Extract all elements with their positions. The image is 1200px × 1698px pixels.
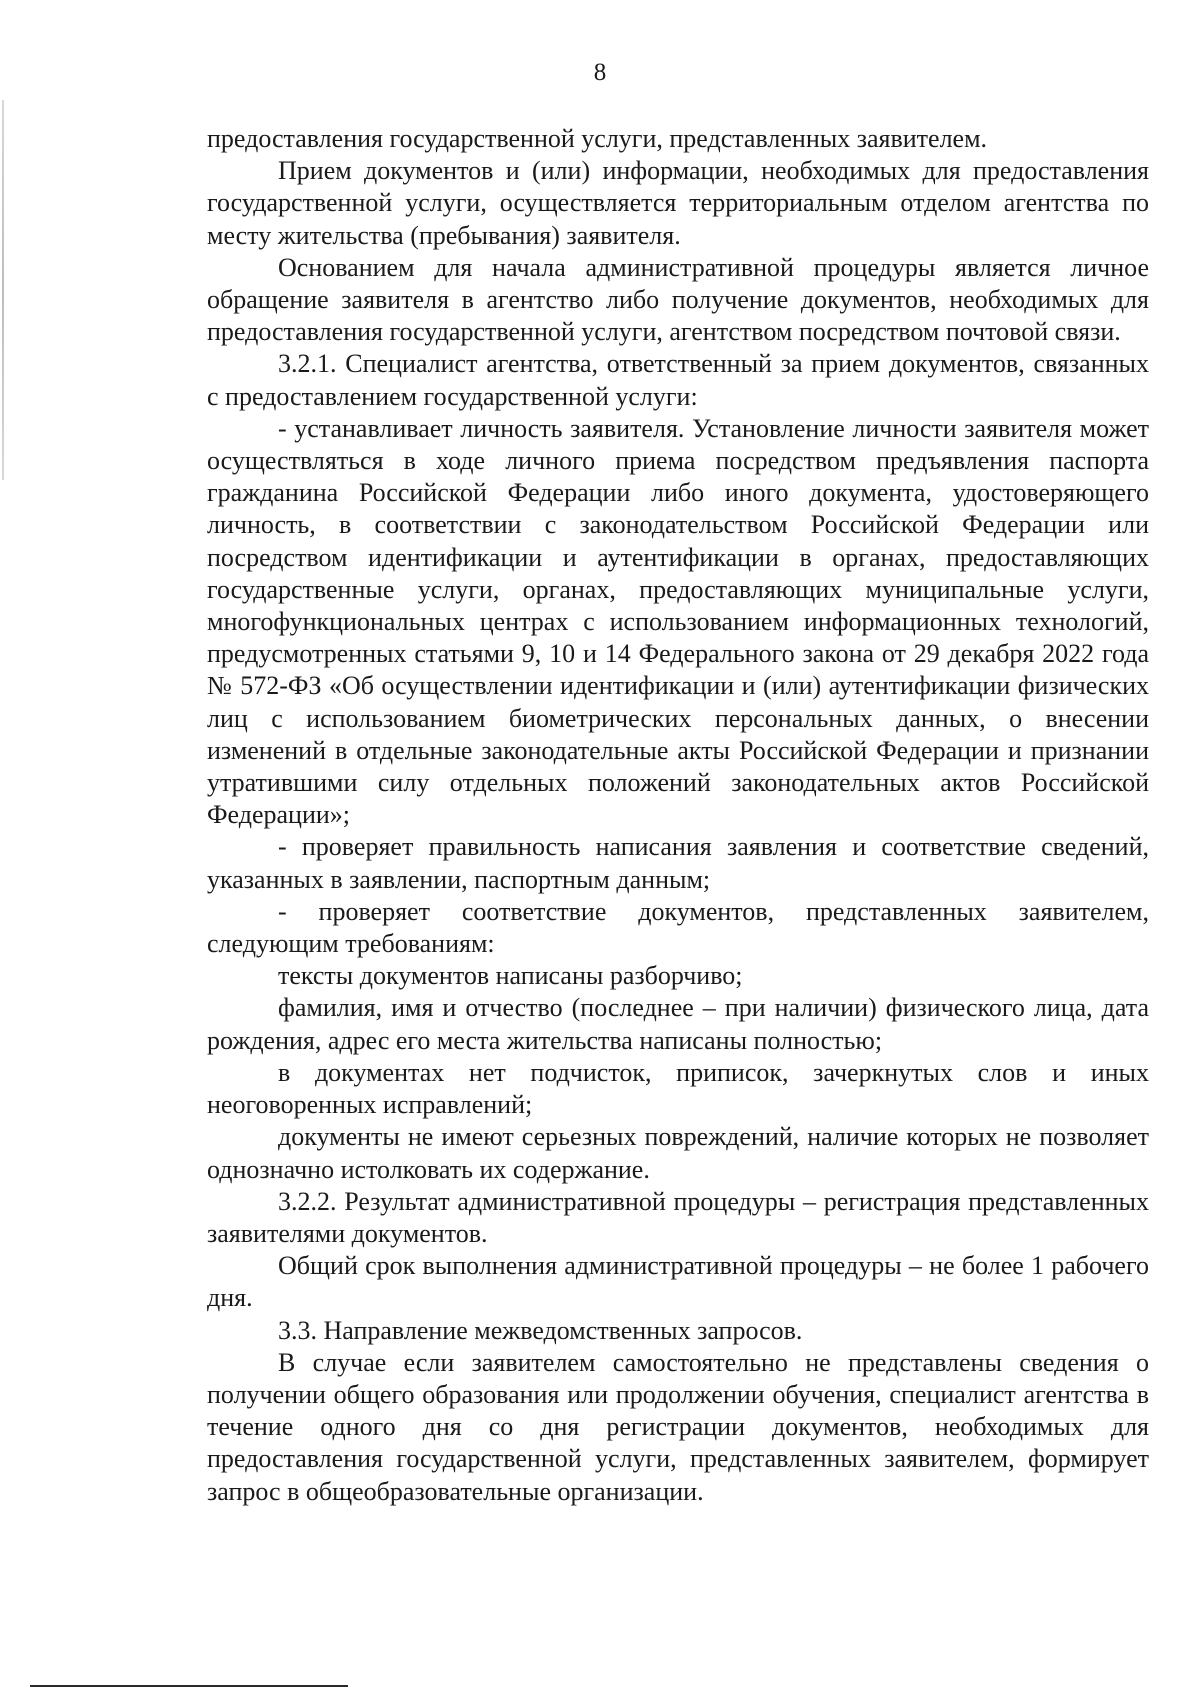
document-body [207,123,1149,1508]
paragraph: Прием документов и (или) информации, необходимых для предоставления государственной услуги, осуществляется территориальным отделом агентства по месту жительства (пребывания) заявителя. [207,156,1149,250]
scan-edge-mark [2,100,4,480]
paragraph: Основанием для начала административной процедуры является личное обращение заявителя в агентство либо получение документов, необходимых для предоставления государственной услуги, агентством посредством почтовой связи. [207,252,1149,347]
page-number: 8 [593,59,607,86]
paragraph: 3.2.2. Результат административной процедуры – регистрация представленных заявителями документов. [207,1186,1149,1248]
paragraph: В случае если заявителем самостоятельно не представлены сведения о получении общего образования или продолжении обучения, специалист агентства в течение одного дня со дня регистрации документов, необходимых для предоставления государственной услуги, представленных заявителем, формирует запрос в общеобразовательные организации. [207,1347,1149,1506]
paragraph: в документах нет подчисток, приписок, зачеркнутых слов и иных неоговоренных исправлений; [207,1057,1149,1120]
paragraph: - проверяет соответствие документов, представленных заявителем, следующим требованиям: [207,896,1149,959]
footnote-separator-line [30,1685,348,1687]
paragraph: - проверяет правильность написания заявления и соответствие сведений, указанных в заявлении, паспортным данным; [207,832,1149,894]
paragraph: - устанавливает личность заявителя. Установление личности заявителя может осуществляться в ходе личного приема посредством предъявления паспорта гражданина Российской Федерации либо иного документа, удостоверяющего личность, в соответствии с законодательством Российской Федерации или посредством идентификации и аутентификации в органах, предоставляющих государственные услуги, органах, предоставляющих муниципальные услуги, многофункциональных центрах с использованием информационных технологий, предусмотренных статьями 9, 10 и 14 Федерального закона от 29 декабря 2022 года № 572-ФЗ «Об осуществлении идентификации и (или) аутентификации физических лиц с использованием биометрических персональных данных, о внесении изменений в отдельные законодательные акты Российской Федерации и признании утратившими силу отдельных положений законодательных актов Российской Федерации»; [207,413,1149,830]
paragraph: 3.3. Направление межведомственных запросов. [278,1315,803,1345]
paragraph: тексты документов написаны разборчиво; [278,961,743,991]
paragraph: документы не имеют серьезных повреждений, наличие которых не позволяет однозначно истолковать их содержание. [207,1122,1149,1184]
paragraph: 3.2.1. Специалист агентства, ответственный за прием документов, связанных с предоставлением государственной услуги: [207,349,1149,411]
paragraph: предоставления государственной услуги, представленных заявителем. [207,124,988,153]
paragraph: Общий срок выполнения административной процедуры – не более 1 рабочего дня. [207,1251,1149,1313]
paragraph: фамилия, имя и отчество (последнее – при наличии) физического лица, дата рождения, адрес его места жительства написаны полностью; [207,993,1149,1055]
